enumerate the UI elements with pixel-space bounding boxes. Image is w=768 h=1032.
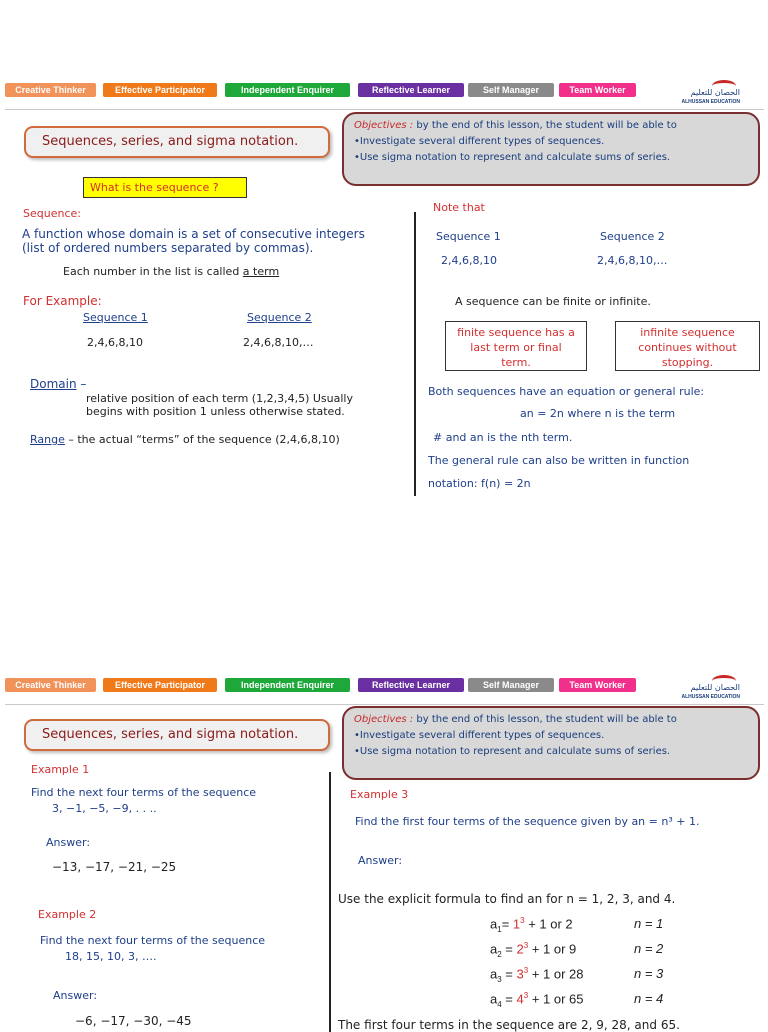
example-3-answer-label: Answer:	[358, 854, 403, 867]
right-sequence-2-value: 2,4,6,8,10,…	[597, 254, 668, 267]
formula-row-n: n = 1	[634, 916, 664, 931]
header-rule-2	[5, 704, 764, 705]
example-1-heading: Example 1	[31, 763, 90, 776]
right-sequence-1-label: Sequence 1	[436, 230, 501, 243]
sequence-1-value: 2,4,6,8,10	[87, 336, 143, 349]
slide-1	[0, 0, 768, 512]
objectives-box	[342, 112, 760, 186]
example-1-answer: −13, −17, −21, −25	[52, 860, 177, 874]
sequence-2-label: Sequence 2	[247, 311, 312, 324]
right-sequence-2-label: Sequence 2	[600, 230, 665, 243]
tag-effective-participator: Effective Participator	[103, 678, 217, 692]
function-note-1: The general rule can also be written in function	[428, 454, 690, 467]
both-rule: Both sequences have an equation or general rule:	[428, 385, 705, 398]
finite-box: finite sequence has a last term or final term.	[445, 321, 587, 371]
range-line: Range – the actual “terms” of the sequence (2,4,6,8,10)	[30, 433, 340, 446]
domain-text-2: begins with position 1 unless otherwise stated.	[86, 405, 345, 418]
function-note-2: notation: f(n) = 2n	[428, 477, 531, 490]
example-1-prompt: Find the next four terms of the sequence	[31, 786, 257, 799]
tag-independent-enquirer: Independent Enquirer	[225, 678, 350, 692]
formula-row-n: n = 2	[634, 941, 664, 956]
example-2-answer-label: Answer:	[53, 989, 98, 1002]
domain-text-1: relative position of each term (1,2,3,4,5) Usually	[86, 392, 353, 405]
objectives-box-2: Objectives : by the end of this lesson, the student will be able to •Investigate several different types of sequences. •Use sigma notation to represent and calculate sums of series.	[342, 706, 760, 780]
column-divider-2	[329, 772, 331, 1032]
logo: الحصان للتعليم ALHUSSAN EDUCATION	[660, 80, 740, 108]
example-2-prompt: Find the next four terms of the sequence	[40, 934, 266, 947]
tag-team-worker: Team Worker	[559, 678, 636, 692]
column-divider	[414, 212, 416, 496]
example-2-sequence: 18, 15, 10, 3, ….	[65, 950, 157, 963]
lesson-title-2: Sequences, series, and sigma notation.	[24, 719, 330, 751]
objective-2: •Use sigma notation to represent and calculate sums of series.	[354, 152, 671, 163]
objectives-label: Objectives :	[354, 120, 414, 131]
sequence-2-value: 2,4,6,8,10,…	[243, 336, 314, 349]
slide-2	[0, 594, 768, 1032]
logo-2: الحصان للتعليم ALHUSSAN EDUCATION	[660, 675, 740, 703]
example-3-prompt: Find the first four terms of the sequence given by an = n³ + 1.	[355, 815, 700, 828]
tag-reflective-learner: Reflective Learner	[358, 83, 464, 97]
formula-row: $a_4 = 4^3 + 1$ or 65	[490, 991, 584, 1009]
tag-bar-2	[5, 678, 765, 693]
definition-line-1: A function whose domain is a set of consecutive integers	[22, 227, 365, 241]
example-3-heading: Example 3	[350, 788, 409, 801]
example-1-answer-label: Answer:	[46, 836, 91, 849]
example-1-sequence: 3, −1, −5, −9, . . ..	[52, 802, 157, 815]
tag-creative-thinker: Creative Thinker	[5, 678, 96, 692]
lesson-title: Sequences, series, and sigma notation.	[24, 126, 330, 158]
term-sentence: Each number in the list is called a term	[63, 265, 280, 278]
formula-row-n: n = 4	[634, 991, 664, 1006]
tag-reflective-learner: Reflective Learner	[358, 678, 464, 692]
header-rule	[5, 109, 764, 110]
domain-line: Domain –	[30, 377, 87, 391]
nth-term: # and an is the nth term.	[433, 431, 573, 444]
formula-row: $a_2 = 2^3 + 1$ or 9	[490, 941, 577, 959]
note-heading: Note that	[433, 201, 485, 214]
objectives-intro: by the end of this lesson, the student will be able to	[416, 120, 677, 131]
right-sequence-1-value: 2,4,6,8,10	[441, 254, 497, 267]
example-3-instruction: Use the explicit formula to find an for n = 1, 2, 3, and 4.	[338, 892, 676, 906]
tag-self-manager: Self Manager	[468, 678, 554, 692]
example-2-heading: Example 2	[38, 908, 97, 921]
objective-1: •Investigate several different types of sequences.	[354, 136, 605, 147]
example-heading: For Example:	[23, 294, 102, 308]
finite-statement: A sequence can be finite or infinite.	[455, 295, 651, 308]
tag-independent-enquirer: Independent Enquirer	[225, 83, 350, 97]
question-banner: What is the sequence ?	[83, 177, 247, 198]
tag-creative-thinker: Creative Thinker	[5, 83, 96, 97]
formula-row: $a_3 = 3^3 + 1$ or 28	[490, 966, 584, 984]
range-label: Range	[30, 433, 65, 446]
sequence-heading: Sequence:	[23, 207, 81, 220]
formula-row-n: n = 3	[634, 966, 664, 981]
infinite-box: infinite sequence continues without stopping.	[615, 321, 760, 371]
example-2-answer: −6, −17, −30, −45	[75, 1014, 192, 1028]
rule-formula: an = 2n where n is the term	[520, 407, 676, 420]
term-word: a term	[242, 265, 280, 278]
sequence-1-label: Sequence 1	[83, 311, 148, 324]
tag-bar	[5, 83, 765, 98]
tag-self-manager: Self Manager	[468, 83, 554, 97]
definition-line-2: (list of ordered numbers separated by commas).	[22, 241, 314, 255]
tag-effective-participator: Effective Participator	[103, 83, 217, 97]
formula-row: $a_1= 1^3 + 1$ or 2	[490, 916, 573, 934]
tag-team-worker: Team Worker	[559, 83, 636, 97]
example-3-conclusion: The first four terms in the sequence are 2, 9, 28, and 65.	[338, 1018, 680, 1032]
